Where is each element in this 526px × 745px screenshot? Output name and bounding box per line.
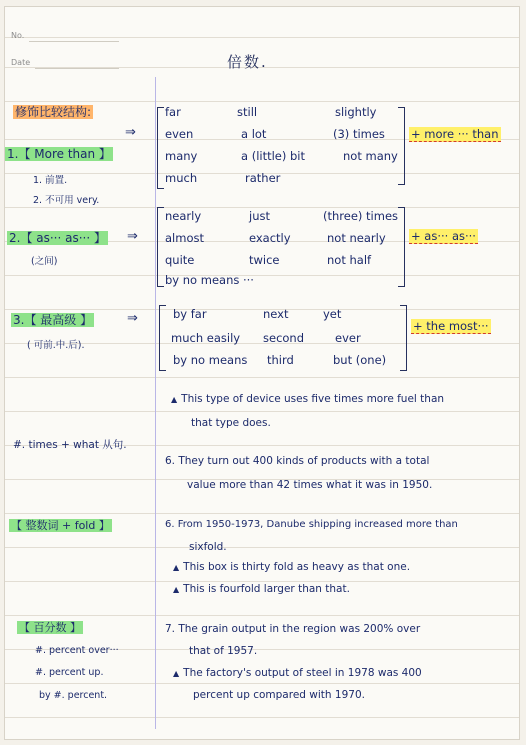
grid2-cell: (three) times <box>323 209 399 223</box>
grid1-cell: even <box>165 127 194 141</box>
section-heading-text: 修饰比较结构: <box>15 105 92 119</box>
example-3-line-1: 6. From 1950-1973, Danube shipping increased more than <box>165 519 458 530</box>
grid1-cell: not many <box>343 149 398 163</box>
example-2-line-2: value more than 42 times what it was in 1950. <box>187 479 433 491</box>
no-label: No. <box>11 31 25 40</box>
grid2-cell: by no means ··· <box>165 273 254 287</box>
example-4-line-4: percent up compared with 1970. <box>193 689 365 701</box>
grid1-cell: a (little) bit <box>241 149 306 163</box>
rule-line <box>5 377 519 378</box>
rule-line <box>5 275 519 276</box>
example-1-line-1 <box>171 393 444 405</box>
rule-line <box>5 717 519 718</box>
grid2-cell: nearly <box>165 209 202 223</box>
example-3-line-2: sixfold. <box>189 541 227 553</box>
as-as-note: (之间) <box>31 256 58 267</box>
rule-line <box>5 615 519 616</box>
notebook-page <box>4 6 520 740</box>
grid2-cell: twice <box>249 253 280 267</box>
page-title: 倍数. <box>227 53 268 71</box>
bullet-triangle-icon: ▲ <box>173 563 180 572</box>
rule-line <box>5 309 519 310</box>
grid2-result <box>409 229 478 243</box>
grid1-cell: slightly <box>335 105 377 119</box>
bracket-open-3 <box>159 305 166 371</box>
example-4-line-2: that of 1957. <box>189 645 258 657</box>
rule-line <box>5 411 519 412</box>
grid1-cell: far <box>165 105 181 119</box>
example-2-line-1: 6. They turn out 400 kinds of products with a total <box>165 455 430 467</box>
grid2-cell: almost <box>165 231 204 245</box>
grid3-cell: next <box>263 307 289 321</box>
percent-note-2: #. percent up. <box>35 667 104 678</box>
example-3-line-4-text: This is fourfold larger than that. <box>183 583 350 595</box>
grid1-cell: still <box>237 105 258 119</box>
superlative-note: ( 可前.中.后). <box>27 340 85 351</box>
bracket-close-3 <box>400 305 407 371</box>
fold-label <box>9 517 112 533</box>
date-line <box>35 68 119 69</box>
grid1-result-text: + more ··· than <box>411 127 499 141</box>
margin-line <box>155 77 156 729</box>
grid3-cell: by no means <box>173 353 248 367</box>
arrow-1: ⇒ <box>125 125 136 140</box>
grid2-cell: exactly <box>249 231 291 245</box>
grid3-cell: but (one) <box>333 353 387 367</box>
no-line <box>29 41 119 42</box>
more-than-label <box>5 145 113 162</box>
arrow-2: ⇒ <box>127 229 138 244</box>
as-as-label <box>7 229 108 246</box>
bracket-open-1 <box>157 107 164 189</box>
percent-note-1: #. percent over··· <box>35 645 119 656</box>
bullet-triangle-icon: ▲ <box>171 395 178 404</box>
example-1-line-2: that type does. <box>191 417 271 429</box>
example-4-line-3 <box>173 667 422 679</box>
percent-note-3: by #. percent. <box>39 690 108 701</box>
grid3-result-text: + the most··· <box>413 319 489 333</box>
grid3-cell: yet <box>323 307 342 321</box>
rule-line <box>5 207 519 208</box>
grid2-cell: not nearly <box>327 231 386 245</box>
more-than-label-text: 1.【 More than 】 <box>7 147 111 161</box>
grid1-cell: (3) times <box>333 127 385 141</box>
grid1-cell: much <box>165 171 198 185</box>
bullet-triangle-icon: ▲ <box>173 585 180 594</box>
example-1-line-1-text: This type of device uses five times more fuel than <box>181 393 445 405</box>
grid3-result <box>411 319 491 333</box>
bullet-triangle-icon: ▲ <box>173 669 180 678</box>
grid1-cell: many <box>165 149 198 163</box>
example-3-line-4 <box>173 583 350 595</box>
grid1-result <box>409 127 501 141</box>
grid3-cell: much easily <box>171 331 241 345</box>
as-as-label-text: 2.【 as··· as··· 】 <box>9 231 106 245</box>
more-than-note-1: 1. 前置. <box>33 175 68 186</box>
grid3-cell: ever <box>335 331 361 345</box>
grid1-cell: a lot <box>241 127 267 141</box>
rule-line <box>5 37 519 38</box>
grid3-cell: second <box>263 331 305 345</box>
grid2-result-text: + as··· as··· <box>411 229 476 243</box>
bracket-close-1 <box>398 107 405 185</box>
bracket-open-2 <box>157 207 164 287</box>
example-4-line-1: 7. The grain output in the region was 200% over <box>165 623 421 635</box>
fold-label-text: 【 整数词 + fold 】 <box>11 519 110 532</box>
grid1-cell: rather <box>245 171 281 185</box>
grid3-cell: by far <box>173 307 207 321</box>
rule-line <box>5 683 519 684</box>
superlative-label <box>11 311 94 328</box>
grid2-cell: quite <box>165 253 195 267</box>
grid3-cell: third <box>267 353 294 367</box>
rule-line <box>5 547 519 548</box>
date-label: Date <box>11 58 31 67</box>
section-heading <box>13 103 93 120</box>
grid2-cell: not half <box>327 253 372 267</box>
superlative-label-text: 3.【 最高级 】 <box>13 313 93 327</box>
percent-label-text: 【 百分数 】 <box>19 621 81 634</box>
times-what-label: #. times + what 从句. <box>13 439 127 451</box>
bracket-close-2 <box>398 207 405 287</box>
arrow-3: ⇒ <box>127 311 138 326</box>
grid2-cell: just <box>249 209 270 223</box>
more-than-note-2: 2. 不可用 very. <box>33 195 100 206</box>
example-4-line-3-text: The factory's output of steel in 1978 was 400 <box>183 667 422 679</box>
percent-label <box>17 619 83 635</box>
rule-line <box>5 513 519 514</box>
rule-line <box>5 101 519 102</box>
example-3-line-3-text: This box is thirty fold as heavy as that one. <box>183 561 411 573</box>
example-3-line-3 <box>173 561 410 573</box>
rule-line <box>5 581 519 582</box>
